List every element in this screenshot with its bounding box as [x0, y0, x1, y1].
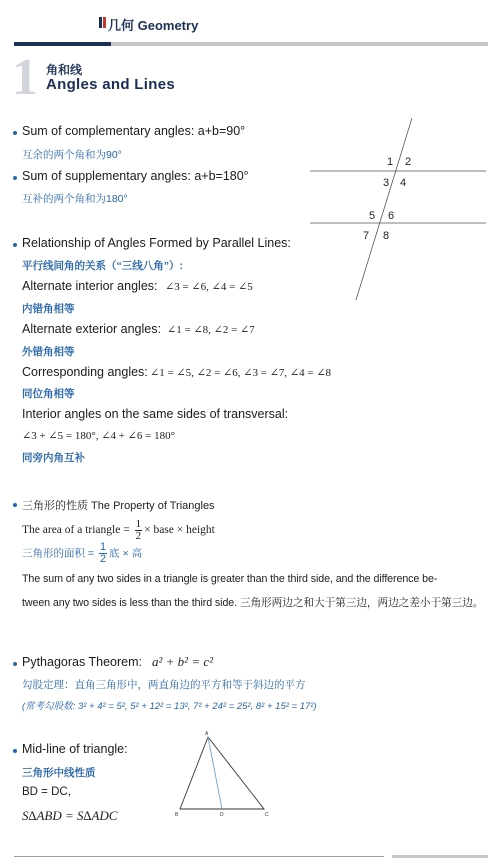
triangle-median-svg [168, 727, 278, 823]
bullet-icon [13, 243, 17, 247]
alt-exterior-en: Alternate exterior angles: [22, 322, 161, 336]
pythagoras-heading: Pythagoras Theorem: [22, 655, 142, 669]
area-en-suffix: × base × height [144, 524, 215, 537]
parallel-heading-en: Relationship of Angles Formed by Parallel Lines: [22, 236, 291, 250]
area-cn-prefix: 三角形的面积 = [22, 547, 95, 560]
header-rule-gray [111, 42, 488, 46]
area-cn-suffix: 底 × 高 [109, 547, 143, 560]
angle-label-2: 2 [405, 156, 412, 168]
one-half-fraction [135, 519, 143, 542]
angle-label-5: 5 [369, 210, 376, 222]
footer-rule [14, 856, 384, 857]
frac-num-cn: 1 [99, 541, 107, 553]
pythagoras-formula: a² + b² = c² [152, 654, 214, 669]
median-ad [208, 737, 222, 809]
parallel-lines-diagram [306, 112, 488, 304]
section-title-en: Angles and Lines [46, 76, 175, 93]
angle-label-1: 1 [387, 156, 394, 168]
header-flag-icon-red [103, 17, 106, 28]
transversal-line [356, 118, 412, 300]
triangles-heading: 三角形的性质 The Property of Triangles [22, 500, 215, 512]
parallel-lines-svg [306, 112, 488, 304]
corresponding-eq: ∠1 = ∠5, ∠2 = ∠6, ∠3 = ∠7, ∠4 = ∠8 [150, 367, 332, 379]
alt-interior-cn: 内错角相等 [22, 303, 75, 315]
complementary-cn: 互余的两个角和为90° [22, 149, 122, 161]
midline-eq1: BD = DC, [22, 786, 71, 798]
alt-interior-eq: ∠3 = ∠6, ∠4 = ∠5 [165, 281, 253, 293]
header-bar [0, 0, 495, 46]
area-en-prefix: The area of a triangle = [22, 524, 130, 537]
frac-den-cn: 2 [99, 553, 107, 565]
triangle-median-diagram [168, 727, 278, 823]
bullet-icon [13, 662, 17, 666]
triangle-area-en [22, 519, 215, 542]
angle-label-8: 8 [383, 230, 390, 242]
supplementary-en: Sum of supplementary angles: a+b=180° [22, 169, 249, 183]
frac-den: 2 [135, 530, 142, 542]
bullet-icon [13, 131, 17, 135]
angle-label-3: 3 [383, 177, 390, 189]
corresponding-en: Corresponding angles: [22, 365, 148, 379]
alt-exterior-eq: ∠1 = ∠8, ∠2 = ∠7 [167, 324, 255, 336]
complementary-en: Sum of complementary angles: a+b=90° [22, 124, 246, 138]
interior-same-en: Interior angles on the same sides of transversal: [22, 407, 289, 421]
alt-exterior-cn: 外错角相等 [22, 346, 75, 358]
midline-heading: Mid-line of triangle: [22, 742, 128, 756]
angle-label-7: 7 [363, 230, 370, 242]
interior-same-eq: ∠3 + ∠5 = 180°, ∠4 + ∠6 = 180° [22, 430, 175, 442]
triangle-abc [180, 737, 264, 809]
angle-label-6: 6 [388, 210, 395, 222]
interior-same-cn: 同旁内角互补 [22, 452, 85, 464]
header-flag-icon [99, 17, 102, 28]
section-number: 1 [12, 49, 38, 106]
point-d-label: D [220, 812, 224, 818]
vertex-a-label: A [205, 731, 209, 737]
angle-label-4: 4 [400, 177, 407, 189]
vertex-c-label: C [265, 812, 269, 818]
triangle-inequality-line2: tween any two sides is less than the third side. 三角形两边之和大于第三边，两边之差小于第三边。 [22, 597, 484, 609]
pythagoras-triples: (常考勾股数: 3² + 4² = 5², 5² + 12² = 13², 7² + 24² = 25², 8² + 15² = 17²) [22, 701, 317, 712]
bullet-icon [13, 749, 17, 753]
footer-rule-right [392, 855, 488, 858]
alt-interior-en: Alternate interior angles: [22, 279, 158, 293]
midline-eq2: S∆ABD = S∆ADC [22, 808, 118, 823]
triangle-area-cn [22, 542, 142, 565]
frac-num: 1 [135, 518, 142, 530]
bullet-icon [13, 503, 17, 507]
pythagoras-cn: 勾股定理：直角三角形中，两直角边的平方和等于斜边的平方 [22, 679, 306, 691]
vertex-b-label: B [175, 812, 179, 818]
parallel-heading-cn: 平行线间角的关系（“三线八角”）: [22, 260, 183, 272]
bullet-icon [13, 176, 17, 180]
header-title: 几何 Geometry [108, 18, 199, 33]
section-title-cn: 角和线 [46, 63, 83, 77]
supplementary-cn: 互补的两个角和为180° [22, 193, 128, 205]
corresponding-cn: 同位角相等 [22, 388, 75, 400]
triangle-inequality-line1: The sum of any two sides in a triangle is greater than the third side, and the difference be- [22, 573, 438, 585]
midline-cn: 三角形中线性质 [22, 767, 96, 779]
one-half-fraction-cn [99, 542, 107, 565]
header-rule-dark [14, 42, 111, 46]
